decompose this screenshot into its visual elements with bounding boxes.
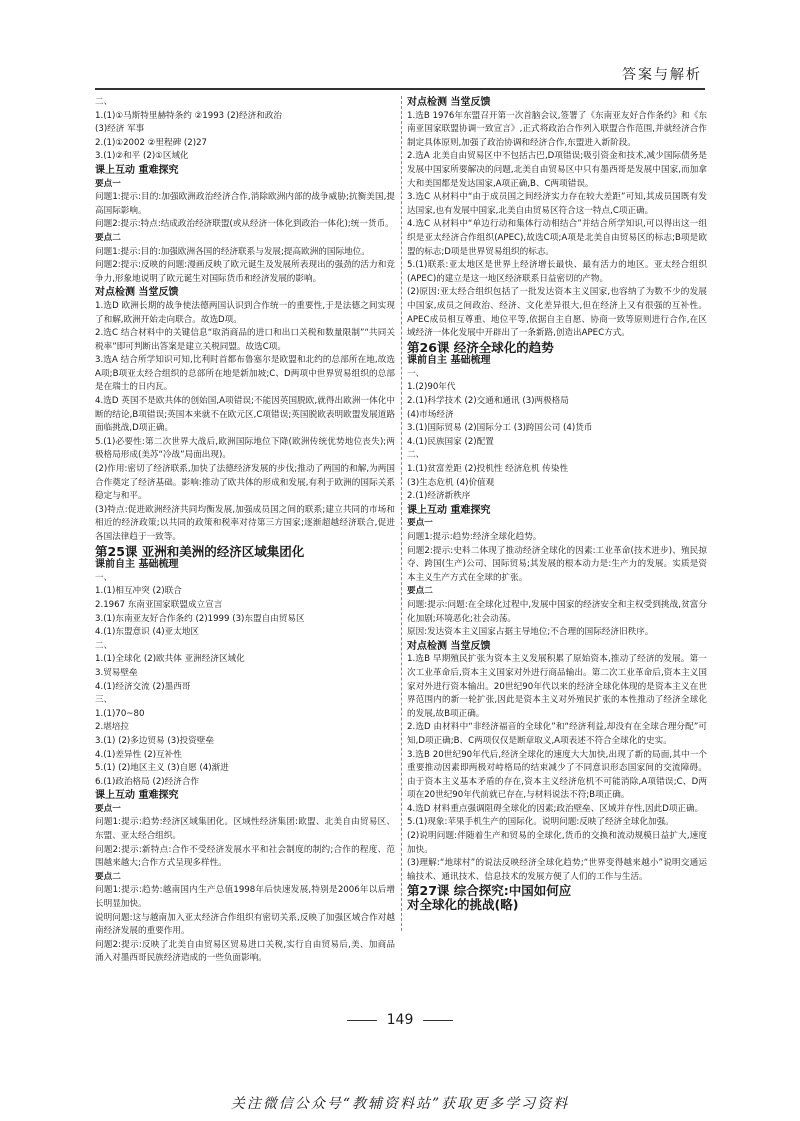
answer-line: 问题2:提示:史料二体现了推动经济全球化的因素:工业革命(技术进步)、殖民掠夺、跨国(生产)公司、国际贸易;其发展的根本动力是:生产力的发展。实质是资本主义生产方式在全球的扩张。 xyxy=(407,545,707,583)
section-heading: 对点检测 当堂反馈 xyxy=(407,97,491,108)
section-heading: 课上互动 重难探究 xyxy=(95,790,179,802)
lesson-title: 对全球化的挑战(略) xyxy=(407,897,519,913)
answer-line: (3)生态危机 (4)价值观 xyxy=(407,477,495,488)
answer-line: 3.(1)国际贸易 (2)国际分工 (3)跨国公司 (4)货币 xyxy=(407,423,593,434)
answer-line: 问题1:提示:目的:加强欧洲各国的经济联系与发展;提高欧洲的国际地位。 xyxy=(95,246,370,257)
answer-line: 1.(1)贫富差距 (2)投机性 经济危机 传染性 xyxy=(407,464,569,475)
key-point-label: 要点二 xyxy=(95,871,121,882)
answer-line: 3.选C 从材料中“由于成员国之间经济实力存在较大差距”可知,其成员国既有发达国家,也有发展中国家,北美自由贸易区符合这一特点,C项正确。 xyxy=(407,192,707,216)
answer-line: 2.堪培拉 xyxy=(95,722,129,733)
section-heading: 课上互动 重难探究 xyxy=(95,164,179,176)
answer-line: 2.选C 结合材料中的关键信息“取消商品的进口和出口关税和数量限制”“共同关税率”即可判断出答案是建立关税同盟。故选C项。 xyxy=(95,328,395,352)
answer-line: 问题1:提示:目的:加强欧洲政治经济合作,消除欧洲内部的战争威胁;抗衡美国,提高国际影响。 xyxy=(95,192,395,216)
answer-line: 5.(1)联系:亚太地区是世界上经济增长最快、最有活力的地区。亚太经合组织(APEC)的建立是这一地区经济联系日益密切的产物。 xyxy=(407,260,707,284)
answer-line: 问题2:提示:特点:结成政治经济联盟(或从经济一体化到政治一体化);统一货币。 xyxy=(95,219,394,230)
answer-line: 问题2:提示:反映了北美自由贸易区贸易进口关税,实行自由贸易后,美、加商品涌入对墨西哥民族经济造成的一些负面影响。 xyxy=(95,939,395,964)
answer-line: 2.选D 由材料中“非经济福音的全球化”和“经济利益,却没有在全球合理分配”可知,D项正确;B、C两项仅仅是断章取义,A项表述不符合全球化的史实。 xyxy=(407,722,707,746)
answer-line: 2.选A 北美自由贸易区中不包括古巴,D项错误;吸引资金和技术,减少国际债务是发展中国家所要解决的问题,北美自由贸易区中只有墨西哥是发展中国家,而加拿大和美国都是发达国家,A项正确,B、C两项错误。 xyxy=(407,151,707,189)
answer-line: 一、 xyxy=(407,368,425,379)
answer-line: 2.(1)经济新秩序 xyxy=(407,491,471,502)
lesson-title: 第26课 经济全球化的趋势 xyxy=(407,339,554,355)
answer-line: 3.(1)②和平 (2)①区域化 xyxy=(95,151,189,162)
answer-line: 4.选D 材料重点强调阻碍全球化的因素;政治壁垒、区域并存性,因此D项正确。 xyxy=(407,803,704,814)
answer-line: 3.(1) (2)多边贸易 (3)投资壁垒 xyxy=(95,735,214,746)
answer-line: (3)特点:促进欧洲经济共同均衡发展,加强成员国之间的联系;建立共同的市场和相近的经济政策;以共同的政策和税率对待第三方国家;逐渐超越经济联合,促进各国法律趋于一致等。 xyxy=(95,504,395,542)
answer-line: 问题1:提示:趋势:越南国内生产总值1998年后快速发展,特别是2006年以后增长明显加快。 xyxy=(95,885,395,910)
section-heading: 课上互动 重难探究 xyxy=(407,504,491,516)
answer-line: 5.(1) (2)地区主义 (3)自愿 (4)渐进 xyxy=(95,763,229,774)
page-number xyxy=(0,1012,800,1028)
answer-line: 6.(1)政治格局 (2)经济合作 xyxy=(95,776,200,787)
answer-line: 2.1967 东南亚国家联盟成立宣言 xyxy=(95,599,223,610)
answer-line: 问题1:提示:趋势:经济全球化趋势。 xyxy=(407,532,542,542)
answer-line: 二、 xyxy=(95,640,113,651)
lesson-title: 第27课 综合探究:中国如何应 xyxy=(407,883,572,899)
answer-line: 5.(1)必要性:第二次世界大战后,欧洲国际地位下降(欧洲传统优势地位丧失);两极格局形成(美苏“冷战”局面出现)。 xyxy=(95,436,395,461)
key-point-label: 要点二 xyxy=(407,586,433,597)
answer-line: 1.(1)相互冲突 (2)联合 xyxy=(95,586,182,597)
answer-line: 问题2:提示:新特点:合作不受经济发展水平和社会制度的制约;合作的程度、范围越来越大;合作方式呈现多样性。 xyxy=(95,844,395,869)
answer-line: 问题1:提示:趋势:经济区域集团化。区域性经济集团:欧盟、北美自由贸易区、东盟、亚太经合组织。 xyxy=(95,817,395,842)
header-rule xyxy=(95,88,705,90)
answer-line: 4.选D 英国不是欧共体的创始国,A项错误;不能因英国脱欧,就得出欧洲一体化中断的结论,B项错误;英国本来就不在欧元区,C项错误;英国脱欧表明欧盟发展道路面临挑战,D项正确。 xyxy=(95,396,395,434)
answer-line: 4.(1)差异性 (2)互补性 xyxy=(95,749,182,760)
subsection-heading: 课前自主 基础梳理 xyxy=(95,559,179,571)
key-point-label: 要点二 xyxy=(95,232,121,243)
section-heading: 对点检测 当堂反馈 xyxy=(95,287,179,299)
answer-line: 4.(1)东盟意识 (4)亚太地区 xyxy=(95,627,200,638)
answer-line: (2)原因:亚太经合组织包括了一批发达资本主义国家,也容纳了为数不少的发展中国家,成员之间政治、经济、文化差异很大,但在经济上又有很强的互补性。APEC成员相互尊重、地位平等,依据自主自愿、协商一致等原则进行合作,在区域经济一体化发展中开辟出了一条新路,创造出APEC方式。 xyxy=(407,287,707,339)
footer-promo: 关注微信公众号“教辅资料站”获取更多学习资料 xyxy=(230,1096,570,1112)
answer-line: (4)市场经济 xyxy=(407,409,454,420)
answer-line: 3.选B 20世纪90年代后,经济全球化的速度大大加快,出现了新的局面,其中一个重要推动因素即两极对峙格局的结束减少了不同意识形态国家间的交流障碍。由于资本主义基本矛盾的存在,资本主义经济危机不可能消除,A项错误;C、D两项在20世纪90年代前就已存在,与材料说法不符;B项正确。 xyxy=(407,749,707,801)
lesson-title: 第25课 亚洲和美洲的经济区域集团化 xyxy=(95,543,305,559)
header-title: 答案与解析 xyxy=(622,67,702,83)
answer-line: (3)理解:“地球村”的说法反映经济全球化趋势;“世界变得越来越小”说明交通运输技术、通讯技术、信息技术的发展方便了人们的工作与生活。 xyxy=(407,858,707,882)
answer-line: (2)说明问题:伴随着生产和贸易的全球化,货币的交换和流动规模日益扩大,速度加快。 xyxy=(407,831,707,855)
answer-line: 1.选D 欧洲长期的战争使法德两国认识到合作统一的重要性,于是法德之间实现了和解,欧洲开始走向联合。故选D项。 xyxy=(95,300,395,325)
answer-line: 1.(1)①马斯特里赫特条约 ②1993 (2)经济和政治 xyxy=(95,110,283,121)
answer-line: 1.(1)70~80 xyxy=(95,708,145,719)
answer-line: 原因:发达资本主义国家占据主导地位;不合理的国际经济旧秩序。 xyxy=(407,627,654,638)
key-point-label: 要点一 xyxy=(95,178,121,189)
answer-line: 1.(2)90年代 xyxy=(407,382,456,393)
answer-line: 2.(1)科学技术 (2)交通和通讯 (3)两极格局 xyxy=(407,396,569,407)
answer-line: 5.(1)现象:苹果手机生产的国际化。说明问题:反映了经济全球化加强。 xyxy=(407,817,674,828)
answer-line: 问题2:提示:反映的问题:漫画反映了欧元诞生及发展所表现出的强劲的活力和竞争力,形象地说明了欧元诞生对国际货币和经济发展的影响。 xyxy=(95,260,395,284)
answer-line: 二、 xyxy=(95,97,113,107)
column-divider xyxy=(401,96,402,931)
answer-line: (2)作用:密切了经济联系,加快了法德经济发展的步伐;推动了两国的和解,为两国合作奠定了经济基础。影响:推动了欧共体的形成和发展,有利于欧洲的国际关系稳定与和平。 xyxy=(95,464,395,502)
answer-line: 4.选C 从材料中“单边行动和集体行动相结合”并结合所学知识,可以得出这一组织是亚太经济合作组织(APEC),故选C项;A项是北美自由贸易区的标志;B项是欧盟的标志;D项是世界贸易组织的标志。 xyxy=(407,219,707,257)
section-heading: 对点检测 当堂反馈 xyxy=(407,640,491,652)
answer-line: 1.选B 早期殖民扩张为资本主义发展积累了原始资本,推动了经济的发展。第一次工业革命后,资本主义国家对外进行商品输出。第二次工业革命后,资本主义国家对外进行资本输出。20世纪90年代以来的经济全球化体现的是资本主义在世界范围内的新一轮扩张,因此是资本主义对外殖民扩张的本性推动了经济全球化的发展,故B项正确。 xyxy=(407,654,707,719)
key-point-label: 要点一 xyxy=(95,803,121,814)
right-column xyxy=(407,96,707,912)
answer-line: 一、 xyxy=(95,572,113,583)
answer-line: 4.(1)民族国家 (2)配置 xyxy=(407,436,494,447)
answer-line: 三、 xyxy=(95,695,113,706)
page-number-text: 149 xyxy=(386,1012,414,1028)
answer-line: 3.(1)东南亚友好合作条约 (2)1999 (3)东盟自由贸易区 xyxy=(95,613,305,624)
answer-line: 1.选B 1976年东盟召开第一次首脑会议,签署了《东南亚友好合作条约》和《东南亚国家联盟协调一致宣言》,正式将政治合作列入联盟合作范围,并就经济合作制定具体原则,加强了政治协调和经济合作,东盟进入新阶段。 xyxy=(407,110,707,148)
answer-line: 3.选A 结合所学知识可知,比利时首都布鲁塞尔是欧盟和北约的总部所在地,故选A项;B项亚太经合组织的总部所在地是新加坡;C、D两项中世界贸易组织的总部是在瑞士的日内瓦。 xyxy=(95,355,395,393)
answer-line: 3.贸易壁垒 xyxy=(95,667,138,678)
answer-line: 问题:提示:问题:在全球化过程中,发展中国家的经济安全和主权受到挑战,贫富分化加剧;环境恶化;社会动荡。 xyxy=(407,599,707,624)
subsection-heading: 课前自主 基础梳理 xyxy=(407,355,491,367)
answer-line: 二、 xyxy=(407,450,425,461)
answer-line: 4.(1)经济交流 (2)墨西哥 xyxy=(95,681,191,692)
answer-line: 1.(1)全球化 (2)欧共体 亚洲经济区域化 xyxy=(95,654,245,665)
answer-line: 说明问题:这与越南加入亚太经济合作组织有密切关系,反映了加强区域合作对越南经济发展的重要作用。 xyxy=(95,912,395,937)
answer-line: 2.(1)①2002 ②里程碑 (2)27 xyxy=(95,137,208,148)
answer-line: (3)经济 军事 xyxy=(95,124,145,135)
key-point-label: 要点一 xyxy=(407,518,433,529)
left-column xyxy=(95,96,395,966)
